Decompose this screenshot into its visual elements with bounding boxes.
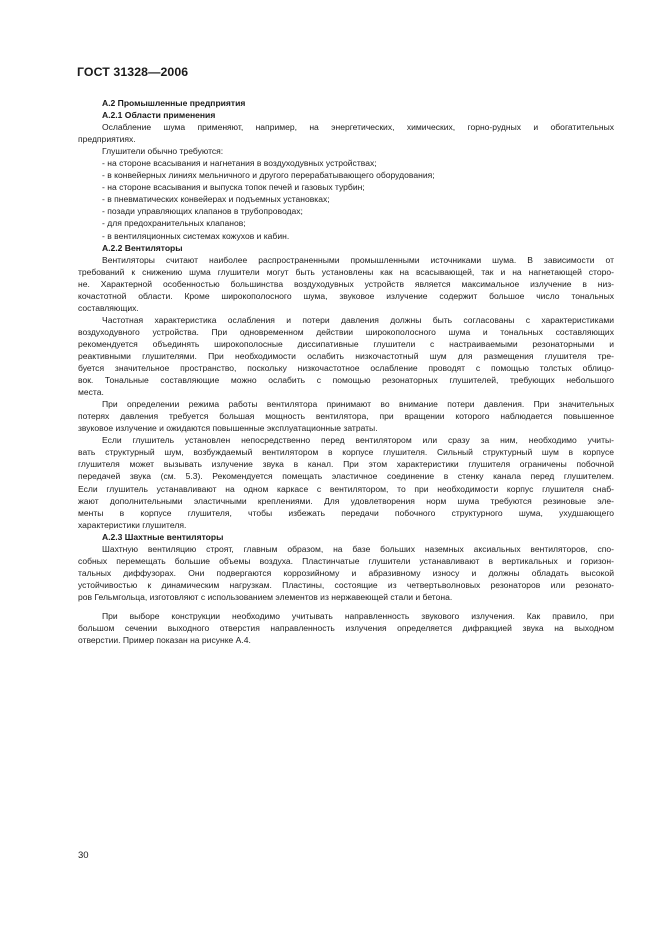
list-item: - в конвейерных линиях мельничного и другого перерабатывающего оборудования;: [102, 170, 435, 181]
text-line: предприятиях.: [78, 134, 136, 145]
text-line: рекомендуется объединять широкополосные диссипативные глушители с настраиваемыми резонаторными и: [78, 338, 614, 349]
text-line: Частотная характеристика ослабления и потери давления должны быть согласованы с характеристиками: [102, 314, 614, 325]
list-intro: Глушители обычно требуются:: [102, 146, 224, 157]
paragraph-a23-2: [78, 610, 614, 646]
list-item: - для предохранительных клапанов;: [102, 218, 246, 229]
text-line: Если глушитель установлен непосредственно перед вентилятором или сразу за ним, необходимо учиты-: [102, 435, 614, 446]
text-line: менты в корпусе глушителя, чтобы избежать передачи побочного структурного шума, ухудшающего: [78, 507, 614, 518]
text-line: устойчивостью к динамическим нагрузкам. Пластины, состоящие из четвертьволновых резонаторов или резонато-: [78, 579, 614, 590]
paragraph-gap: [78, 603, 614, 610]
list-item: - позади управляющих клапанов в трубопроводах;: [102, 206, 303, 217]
document-body: [78, 97, 614, 646]
paragraph-a23-1: [78, 543, 614, 603]
text-line: звуковое излучение и ожидаются повышенные эксплуатационные затраты.: [78, 423, 378, 434]
text-line: Вентиляторы считают наиболее распространенными промышленными источниками шума. В зависимости от: [102, 254, 614, 265]
text-line: требований к снижению шума глушители могут быть установлены как на всасывающей, так и на нагнетающей сторо-: [78, 266, 614, 277]
list-item: - в пневматических конвейерах и подъемных установках;: [102, 194, 330, 205]
section-heading-a2: А.2 Промышленные предприятия: [102, 98, 246, 108]
text-line: собных перемещать большие объемы воздуха. Пластинчатые глушители устанавливают в вертикальных и горизон-: [78, 555, 614, 566]
text-line: реактивными глушителями. При необходимости ослабить низкочастотный шум для размещения глушителя тре-: [78, 350, 614, 361]
text-line: отверстии. Пример показан на рисунке А.4.: [78, 635, 251, 646]
text-line: составляющих.: [78, 302, 139, 313]
text-line: При выборе конструкции необходимо учитывать направленность звукового излучения. Как правило, при: [102, 610, 614, 621]
text-line: большом сечении выходного отверстия направленность излучения определяется дифракцией звука на выходном: [78, 623, 614, 634]
section-heading-a22: А.2.2 Вентиляторы: [102, 242, 183, 253]
text-line: При определении режима работы вентилятора принимают во внимание потери давления. При значительных: [102, 399, 614, 410]
text-line: Если глушитель устанавливают на одном каркасе с вентилятором, то при необходимости корпус глушителя снаб-: [78, 483, 614, 494]
text-line: ров Гельмгольца, изготовляют с использованием элементов из нержавеющей стали и бетона.: [78, 591, 453, 602]
text-line: вать структурный шум, возбуждаемый вентилятором в корпусе глушителя. Сильный структурный шум в корпусе: [78, 447, 614, 458]
text-line: буется значительное пространство, поскольку низкочастотное ослабление проводят с помощью толстых облицо-: [78, 363, 614, 374]
list-item: - на стороне всасывания и выпуска топок печей и газовых турбин;: [102, 182, 365, 193]
text-line: воздуходувного устройства. При одновременном действии широкополосного шума и тональных составляющих: [78, 326, 614, 337]
section-heading-a23: А.2.3 Шахтные вентиляторы: [102, 531, 224, 542]
text-line: не. Характерной особенностью большинства воздуходувных устройств является максимальное излучение в низ-: [78, 278, 614, 289]
text-line: Ослабление шума применяют, например, на энергетических, химических, горно-рудных и обогатительных: [102, 122, 614, 133]
paragraph-a22-2: [78, 314, 614, 398]
paragraph-a22-1: [78, 254, 614, 314]
page-number: 30: [78, 850, 89, 861]
text-line: характеристики глушителя.: [78, 519, 187, 530]
section-heading-a21: А.2.1 Области применения: [102, 110, 216, 121]
text-line: тальных диффузорах. Они подвергаются коррозийному и абразивному износу и должны обладать высокой: [78, 567, 614, 578]
paragraph-a22-4: [78, 434, 614, 530]
text-line: глушителя может вызывать излучение звука в канал. При этом характеристики глушителя ограничены побочной: [78, 459, 614, 470]
text-line: Шахтную вентиляцию строят, главным образом, на базе больших наземных аксиальных вентиляторов, спо-: [102, 543, 614, 554]
text-line: вок. Тональные составляющие можно ослабить с помощью резонаторных глушителей, требующих небольшого: [78, 375, 614, 386]
paragraph-a22-3: [78, 398, 614, 434]
text-line: кочастотной области. Кроме широкополосного шума, звуковое излучение содержит большое число тональных: [78, 290, 614, 301]
list-item: - на стороне всасывания и нагнетания в воздуходувных устройствах;: [102, 158, 377, 169]
list-item: - в вентиляционных системах кожухов и кабин.: [102, 230, 290, 241]
document-header: ГОСТ 31328—2006: [77, 65, 189, 79]
paragraph-a21-1: [78, 121, 614, 145]
text-line: потерях давления требуется большая мощность вентилятора, при вращении которого наблюдается повышенное: [78, 411, 614, 422]
text-line: места.: [78, 387, 104, 398]
application-list: [78, 157, 614, 241]
text-line: передачей звука (см. 5.3). Рекомендуется помещать эластичное соединение в стенку канала перед глушителем.: [78, 471, 614, 482]
text-line: жают дополнительными эластичными креплениями. Для удовлетворения норм шума требуются резиновые эле-: [78, 495, 614, 506]
